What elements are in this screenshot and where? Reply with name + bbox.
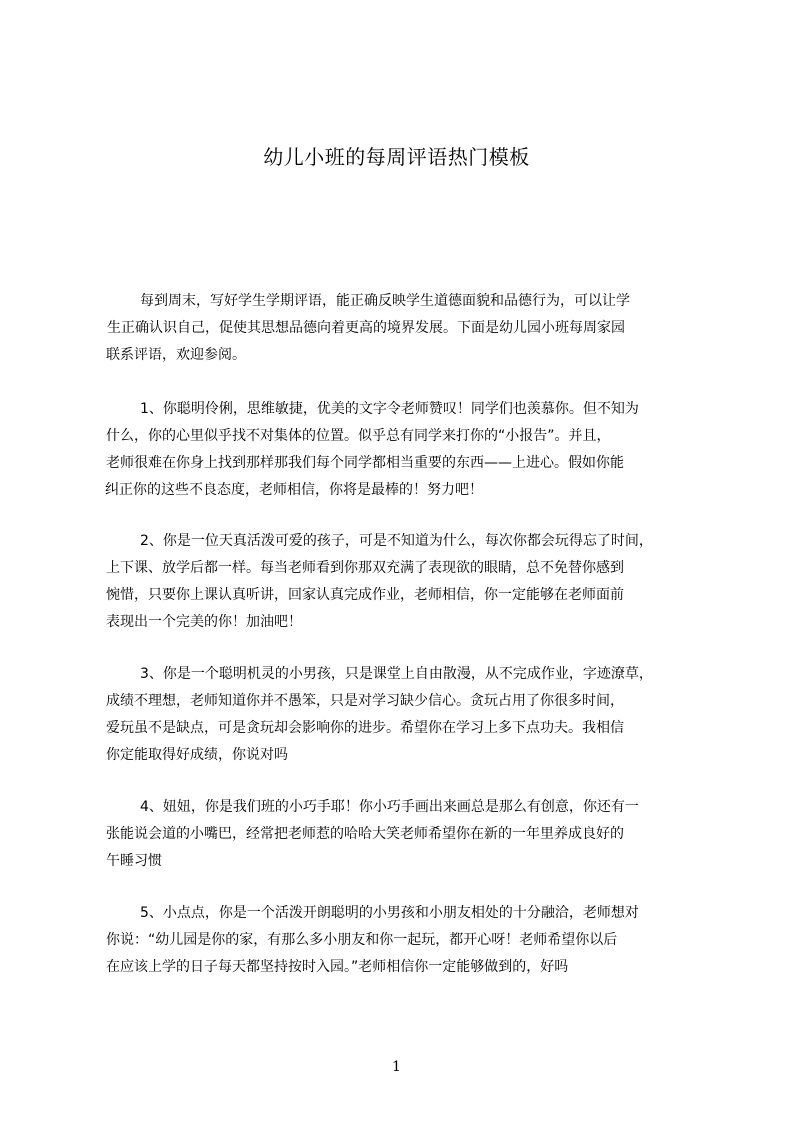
- paragraph-line: 张能说会道的小嘴巴，经常把老师惹的哈哈大笑老师希望你在新的一年里养成良好的: [106, 826, 624, 842]
- paragraph-line: 2、你是一位天真活泼可爱的孩子，可是不知道为什么，每次你都会玩得忘了时间，: [140, 533, 653, 549]
- paragraph-line: 爱玩虽不是缺点，可是贪玩却会影响你的进步。希望你在学习上多下点功夫。我相信: [106, 720, 624, 736]
- paragraph-line: 上下课、放学后都一样。每当老师看到你那双充满了表现欲的眼睛，总不免替你感到: [106, 560, 624, 576]
- paragraph-line: 午睡习惯: [106, 853, 162, 869]
- paragraph-line: 你说：“幼儿园是你的家，有那么多小朋友和你一起玩，都开心呀！老师希望你以后: [106, 932, 618, 948]
- paragraph-line: 表现出一个完美的你！加油吧！: [106, 614, 302, 630]
- paragraph-line: 成绩不理想，老师知道你并不愚笨，只是对学习缺少信心。贪玩占用了你很多时间，: [106, 693, 624, 709]
- paragraph-line: 5、小点点，你是一个活泼开朗聪明的小男孩和小朋友相处的十分融洽，老师想对: [140, 905, 639, 921]
- paragraph-line: 惋惜，只要你上课认真听讲，回家认真完成作业，老师相信，你一定能够在老师面前: [106, 587, 624, 603]
- document-title: 幼儿小班的每周评语热门模板: [263, 145, 530, 169]
- paragraph-line: 什么，你的心里似乎找不对集体的位置。似乎总有同学来打你的“小报告”。并且，: [106, 428, 611, 444]
- paragraph-line: 纠正你的这些不良态度，老师相信，你将是最棒的！努力吧！: [105, 482, 483, 498]
- paragraph-line: 4、妞妞，你是我们班的小巧手耶！你小巧手画出来画总是那么有创意，你还有一: [140, 799, 639, 815]
- page-number: 1: [392, 1059, 401, 1075]
- paragraph-line: 生正确认识自己，促使其思想品德向着更高的境界发展。下面是幼儿园小班每周家园: [107, 320, 625, 336]
- paragraph-line: 1、你聪明伶俐，思维敏捷，优美的文字令老师赞叹！同学们也羡慕你。但不知为: [140, 401, 639, 417]
- paragraph-line: 3、你是一个聪明机灵的小男孩，只是课堂上自由散漫，从不完成作业，字迹潦草，: [140, 666, 653, 682]
- paragraph-line: 在应该上学的日子每天都坚持按时入园。”老师相信你一定能够做到的，好吗: [106, 959, 569, 975]
- paragraph-line: 老师很难在你身上找到那样那我们每个同学都相当重要的东西——上进心。假如你能: [106, 455, 624, 471]
- paragraph-line: 你定能取得好成绩，你说对吗: [106, 747, 288, 763]
- paragraph-line: 联系评语，欢迎参阅。: [106, 347, 246, 363]
- paragraph-line: 每到周末，写好学生学期评语，能正确反映学生道德面貌和品德行为，可以让学: [140, 293, 630, 309]
